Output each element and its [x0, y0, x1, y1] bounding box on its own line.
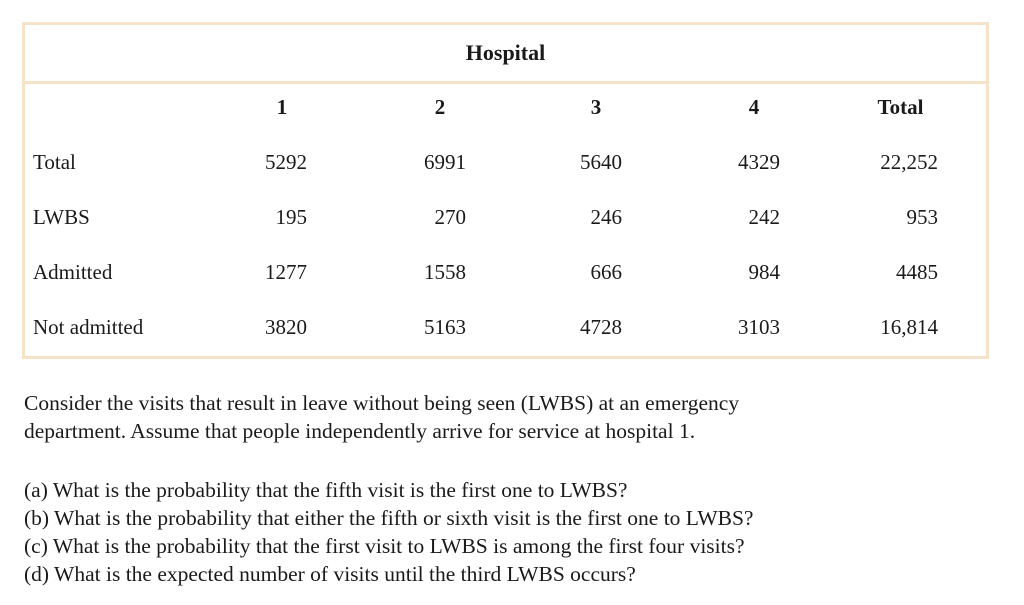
- table-cell: 3820: [265, 315, 307, 339]
- table-cell: 16,814: [880, 315, 938, 339]
- table-cell: 4329: [738, 150, 780, 174]
- table-cell: 4728: [580, 315, 622, 339]
- table-cell: 666: [590, 260, 622, 284]
- column-header-3: 3: [590, 95, 602, 119]
- table-cell: 953: [906, 205, 938, 229]
- table-group-header: [25, 25, 986, 84]
- intro-line: department. Assume that people independently arrive for service at hospital 1.: [24, 419, 696, 443]
- column-header-4: 4: [748, 95, 760, 119]
- question-c: (c) What is the probability that the first visit to LWBS is among the first four visits?: [24, 534, 745, 558]
- question-b: (b) What is the probability that either the fifth or sixth visit is the first one to LWBS?: [24, 506, 754, 530]
- problem-intro: [24, 389, 739, 445]
- intro-line: Consider the visits that result in leave without being seen (LWBS) at an emergency: [24, 391, 740, 415]
- data-table: [22, 22, 989, 359]
- row-label: LWBS: [33, 205, 90, 229]
- table-row: [25, 252, 986, 292]
- table-cell: 242: [748, 205, 780, 229]
- table-cell: 5163: [424, 315, 466, 339]
- table-row: [25, 307, 986, 347]
- table-cell: 984: [748, 260, 780, 284]
- table-cell: 22,252: [880, 150, 938, 174]
- table-cell: 246: [590, 205, 622, 229]
- table-cell: 195: [275, 205, 307, 229]
- table-cell: 4485: [896, 260, 938, 284]
- column-header-total: Total: [877, 95, 924, 119]
- column-header-1: 1: [276, 95, 288, 119]
- table-cell: 1558: [424, 260, 466, 284]
- table-row: [25, 142, 986, 182]
- column-header-row: [25, 87, 986, 127]
- hospital-header-label: Hospital: [465, 40, 546, 65]
- question-list: [24, 476, 753, 588]
- table-cell: 270: [434, 205, 466, 229]
- table-row: [25, 197, 986, 237]
- question-a: (a) What is the probability that the fifth visit is the first one to LWBS?: [24, 478, 628, 502]
- row-label: Not admitted: [33, 315, 144, 339]
- row-label: Admitted: [33, 260, 113, 284]
- column-header-2: 2: [434, 95, 446, 119]
- table-cell: 3103: [738, 315, 780, 339]
- table-cell: 1277: [265, 260, 307, 284]
- question-d: (d) What is the expected number of visits until the third LWBS occurs?: [24, 562, 636, 586]
- table-cell: 6991: [424, 150, 466, 174]
- row-label: Total: [33, 150, 76, 174]
- table-cell: 5640: [580, 150, 622, 174]
- table-cell: 5292: [265, 150, 307, 174]
